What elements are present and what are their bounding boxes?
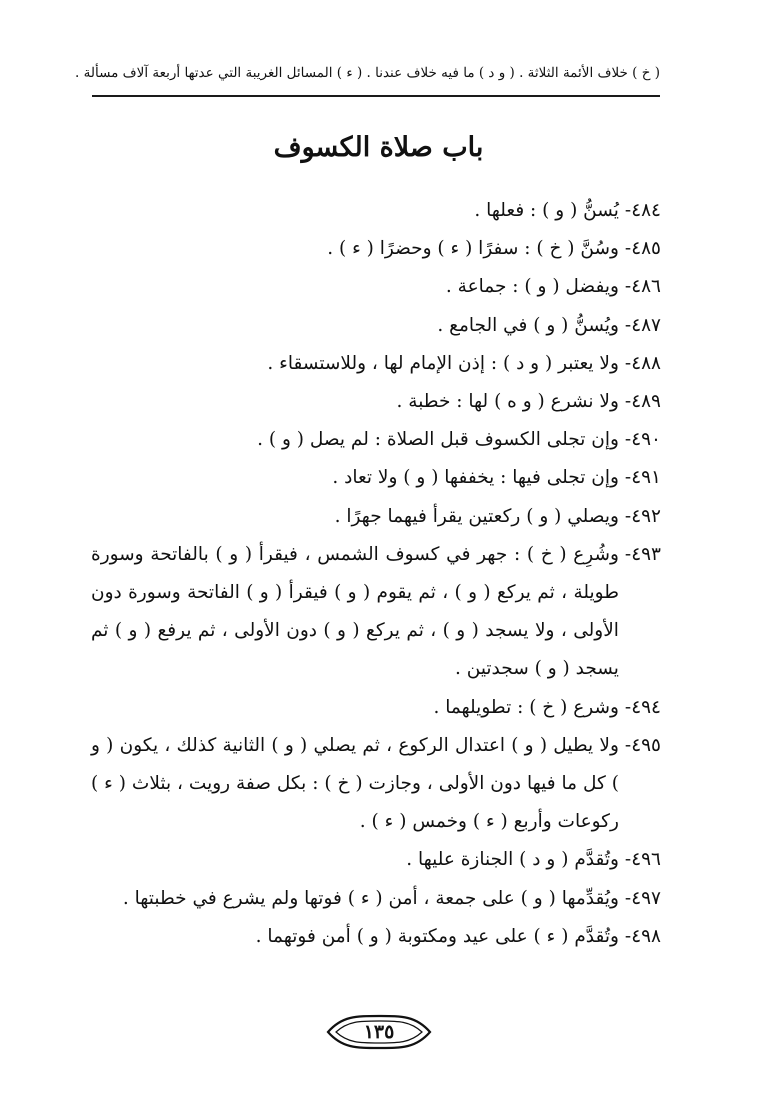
list-item	[91, 192, 661, 230]
item-number: ٤٨٤-	[624, 200, 661, 221]
item-text: ويُسنُّ ( و ) في الجامع .	[437, 314, 619, 336]
item-number: ٤٩١-	[624, 467, 661, 489]
item-number: ٤٩٧-	[624, 887, 661, 909]
item-text: يُسنُّ ( و ) : فعلها .	[474, 200, 619, 221]
item-text: ويُقدِّمها ( و ) على جمعة ، أمن ( ء ) فوتها ولم يشرع في خطبتها .	[122, 887, 619, 909]
list-item	[91, 841, 661, 879]
list-item	[91, 383, 661, 421]
item-text: وإن تجلى الكسوف قبل الصلاة : لم يصل ( و ) .	[257, 429, 619, 451]
item-text: وإن تجلى فيها : يخففها ( و ) ولا تعاد .	[332, 467, 619, 489]
item-number: ٤٨٥-	[624, 238, 661, 260]
item-text: وشُرِع ( خ ) : جهر في كسوف الشمس ، فيقرأ ( و ) بالفاتحة وسورة طويلة ، ثم يركع ( و ) ، ثم يقوم ( و ) فيقرأ ( و ) الفاتحة وسورة دون الأولى ، ولا يسجد ( و ) ، ثم يركع ( و ) دون الأولى ، ثم يرفع ( و ) ثم يسجد ( و ) سجدتين .	[91, 543, 619, 680]
list-item	[91, 689, 661, 727]
item-number: ٤٨٦-	[624, 276, 661, 298]
list-item	[91, 307, 661, 345]
item-number: ٤٩٦-	[624, 849, 661, 871]
list-item	[91, 727, 661, 842]
list-item	[91, 459, 661, 497]
list-item	[91, 880, 661, 918]
rulings-list	[91, 192, 661, 956]
list-item	[91, 421, 661, 459]
item-number: ٤٨٧-	[624, 314, 661, 336]
item-text: ولا نشرع ( و ه ) لها : خطبة .	[396, 391, 619, 413]
list-item	[91, 498, 661, 536]
item-number: ٤٩٥-	[624, 734, 661, 756]
page-number-ornament	[324, 1012, 434, 1052]
list-item	[91, 268, 661, 306]
abbreviations-header: ( خ ) خلاف الأئمة الثلاثة . ( و د ) ما فيه خلاف عندنا . ( ء ) المسائل الغريبة التي عدتها أربعة آلاف مسألة .	[75, 65, 660, 81]
item-number: ٤٩٠-	[624, 429, 661, 451]
item-number: ٤٩٢-	[624, 505, 661, 527]
page-number: ١٣٥	[363, 1021, 395, 1043]
item-text: وسُنَّ ( خ ) : سفرًا ( ء ) وحضرًا ( ء ) .	[327, 238, 619, 260]
list-item	[91, 918, 661, 956]
item-text: وشرع ( خ ) : تطويلهما .	[433, 696, 619, 718]
item-number: ٤٩٤-	[624, 696, 661, 718]
item-number: ٤٨٨-	[624, 352, 661, 374]
item-number: ٤٩٨-	[624, 925, 661, 947]
item-text: وتُقدَّم ( و د ) الجنازة عليها .	[406, 849, 619, 871]
chapter-title: باب صلاة الكسوف	[273, 132, 484, 163]
item-number: ٤٩٣-	[624, 543, 661, 565]
item-text: ولا يطيل ( و ) اعتدال الركوع ، ثم يصلي ( و ) الثانية كذلك ، يكون ( و ) كل ما فيها دون الأولى ، وجازت ( خ ) : بكل صفة رويت ، بثلاث ( ء ) ركوعات وأربع ( ء ) وخمس ( ء ) .	[91, 734, 619, 833]
list-item	[91, 230, 661, 268]
header-divider	[92, 95, 660, 97]
item-text: وتُقدَّم ( ء ) على عيد ومكتوبة ( و ) أمن فوتهما .	[255, 925, 619, 947]
item-text: ويصلي ( و ) ركعتين يقرأ فيهما جهرًا .	[334, 505, 619, 527]
item-text: ويفضل ( و ) : جماعة .	[445, 276, 619, 298]
list-item	[91, 345, 661, 383]
item-number: ٤٨٩-	[624, 391, 661, 413]
list-item	[91, 536, 661, 689]
item-text: ولا يعتبر ( و د ) : إذن الإمام لها ، وللاستسقاء .	[267, 352, 619, 374]
